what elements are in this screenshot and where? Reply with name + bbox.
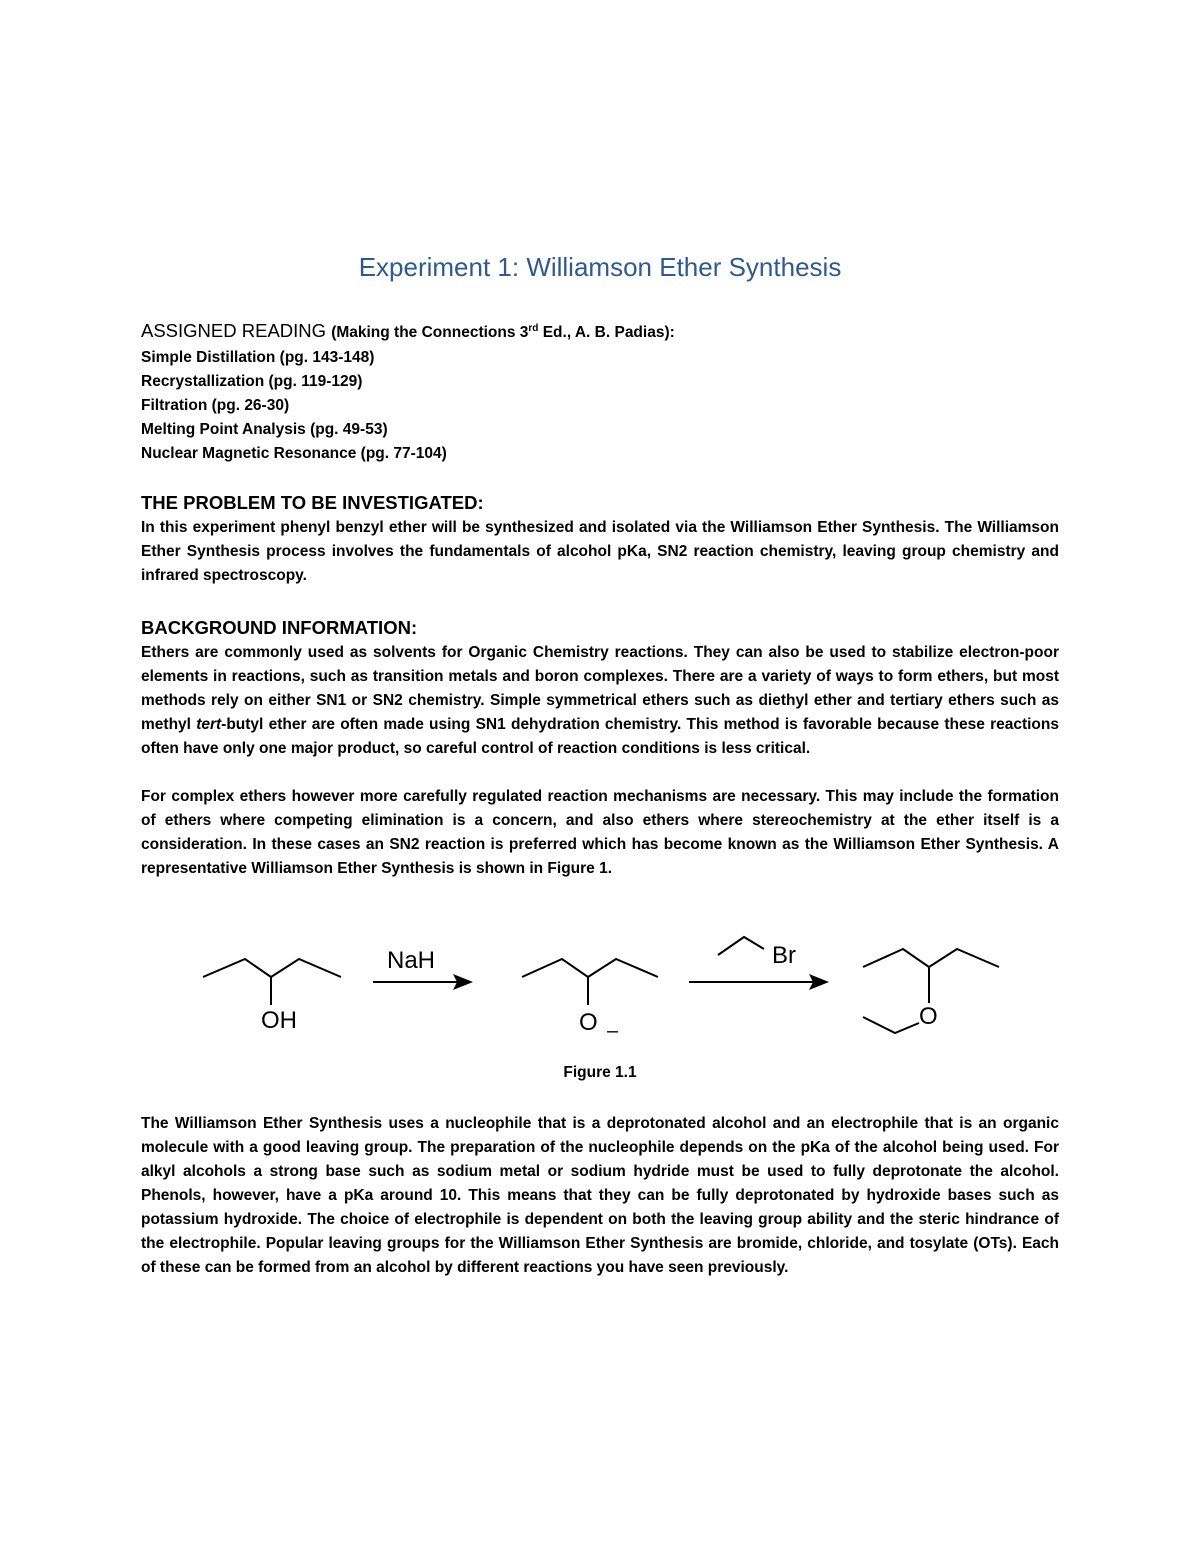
reagent-br: Br: [772, 942, 796, 969]
closing-paragraph: The Williamson Ether Synthesis uses a nucleophile that is a deprotonated alcohol and an electrophile that is an organic molecule with a good leaving group. The preparation of the nucleophile depends on the pKa of the alcohol being used. For alkyl alcohols a strong base such as sodium metal or sodium hydride must be used to fully deprotonate the alcohol. Phenols, however, have a pKa around 10. This means that they can be fully deprotonated by hydroxide bases such as potassium hydroxide. The choice of electrophile is dependent on both the leaving group ability and the steric hindrance of the electrophile. Popular leaving groups for the Williamson Ether Synthesis are bromide, chloride, and tosylate (OTs). Each of these can be formed from an alcohol by different reactions you have seen previously.: [141, 1115, 1059, 1276]
reaction-scheme-figure: [195, 925, 1015, 1045]
background-paragraph-2: For complex ethers however more carefully regulated reaction mechanisms are necessary. This may include the formation of ethers where competing elimination is a concern, and also ethers where stereochemistry at the ether itself is a consideration. In these cases an SN2 reaction is preferred which has become known as the Williamson Ether Synthesis. A representative Williamson Ether Synthesis is shown in Figure 1.: [141, 788, 1059, 877]
molecule-butanol-skeleton: [203, 959, 341, 977]
p1-italic: tert: [196, 716, 222, 733]
molecule-alkoxide-skeleton: [522, 959, 658, 977]
label-o-ether: O: [919, 1003, 938, 1030]
problem-heading: THE PROBLEM TO BE INVESTIGATED:: [141, 492, 484, 513]
source-post: Ed., A. B. Padias):: [538, 324, 675, 341]
reading-list: [141, 346, 1059, 466]
figure-caption: Figure 1.1: [563, 1064, 637, 1081]
problem-section: [141, 490, 1059, 588]
reagent-nah: NaH: [387, 947, 436, 974]
reading-item: Nuclear Magnetic Resonance (pg. 77-104): [141, 445, 447, 462]
problem-text: In this experiment phenyl benzyl ether will be synthesized and isolated via the Williamson Ether Synthesis. The Williamson Ether Synthesis process involves the fundamentals of alcohol pKa, SN2 reaction chemistry, leaving group chemistry and infrared spectroscopy.: [141, 519, 1059, 584]
p1-part-b: -butyl ether are often made using SN1 dehydration chemistry. This method is favorable because these reactions often have only one major product, so careful control of reaction conditions is less critical.: [141, 716, 1059, 757]
reading-item: Recrystallization (pg. 119-129): [141, 373, 363, 390]
source-sup: rd: [528, 322, 539, 334]
ethyl-bromide-skeleton: [718, 937, 764, 955]
molecule-ether-skeleton: [863, 949, 999, 967]
ethyl-group: [863, 1017, 919, 1033]
background-heading: BACKGROUND INFORMATION:: [141, 617, 418, 638]
background-paragraph-1: [141, 641, 1059, 761]
minus-sign: –: [607, 1020, 619, 1042]
label-oh: OH: [261, 1007, 297, 1034]
p1-part-a: Ethers are commonly used as solvents for Organic Chemistry reactions. They can also be used to stabilize electron-poor elements in reactions, such as transition metals and boron complexes. There are a variety of ways to form ethers, but most methods rely on either SN1 or SN2 chemistry. Simple symmetrical ethers such as diethyl ether and tertiary ethers such as methyl: [141, 644, 1059, 733]
assigned-reading-section: [141, 318, 1059, 466]
assigned-reading-source: [331, 324, 675, 341]
label-o-anion: O: [579, 1009, 598, 1036]
background-section: [141, 615, 1059, 881]
reading-item: Simple Distillation (pg. 143-148): [141, 349, 375, 366]
reading-item: Melting Point Analysis (pg. 49-53): [141, 421, 388, 438]
source-pre: (Making the Connections 3: [331, 324, 529, 341]
reading-item: Filtration (pg. 26-30): [141, 397, 290, 414]
assigned-reading-title: ASSIGNED READING: [141, 320, 327, 341]
assigned-reading-heading: [141, 318, 1059, 346]
page-title: Experiment 1: Williamson Ether Synthesis: [358, 252, 842, 282]
